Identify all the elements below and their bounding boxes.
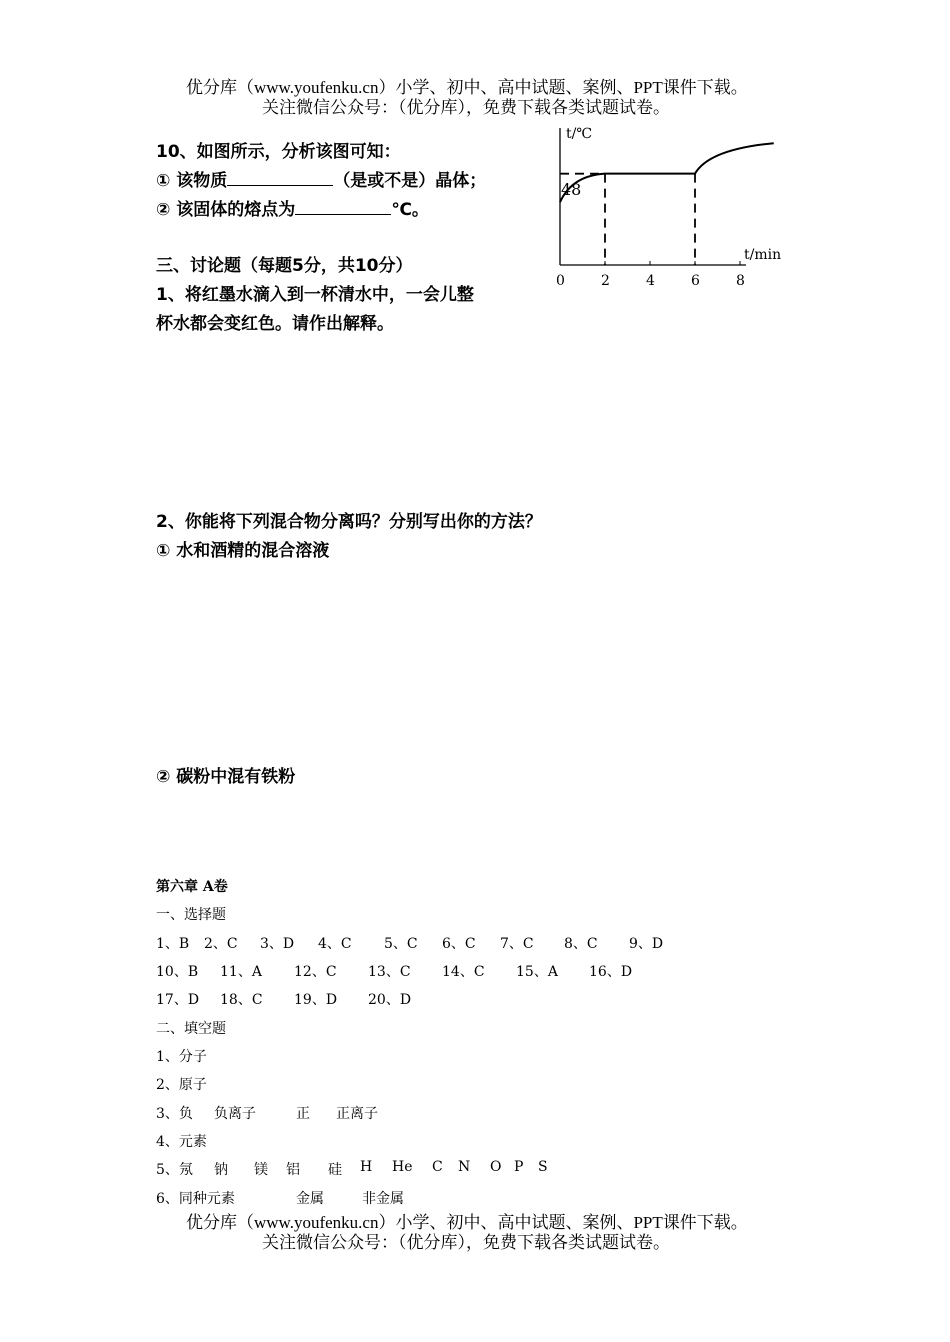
answer-item: 金属 — [296, 1191, 324, 1207]
melting-point-label: 48 — [561, 180, 582, 199]
answer-item: S — [538, 1159, 548, 1175]
x-axis-label: t/min — [744, 247, 782, 263]
answer-item: 1、B — [156, 936, 190, 952]
footer-line-1: 优分库（www.youfenku.cn）小学、初中、高中试题、案例、PPT课件下载。 — [186, 1213, 748, 1232]
answer-item: H — [360, 1159, 373, 1175]
answer-item: 3、D — [260, 936, 295, 952]
answer-item: 硅 — [328, 1162, 342, 1178]
q10-blank-1[interactable] — [227, 169, 333, 186]
q10-item-1-suffix: （是或不是）晶体； — [333, 171, 487, 191]
fill-answer-4: 4、元素 — [156, 1134, 207, 1150]
x-tick-label: 4 — [646, 273, 655, 289]
answer-item: 负离子 — [214, 1106, 256, 1122]
answer-item: 17、D — [156, 992, 200, 1008]
answer-item: 非金属 — [362, 1191, 404, 1207]
answer-item: 11、A — [220, 964, 262, 980]
discussion-q2-item2: ② 碳粉中混有铁粉 — [156, 767, 296, 787]
answer-item: 镁 — [254, 1162, 268, 1178]
answer-part1-title: 一、选择题 — [156, 907, 226, 923]
answer-item: 7、C — [500, 936, 534, 952]
discussion-q1-line1: 1、将红墨水滴入到一杯清水中，一会儿整 — [156, 285, 474, 305]
answer-item: 正 — [296, 1106, 310, 1122]
x-tick-label: 0 — [556, 273, 565, 289]
answer-item: P — [514, 1159, 524, 1175]
answer-item: 6、C — [442, 936, 476, 952]
answer-item: 3、负 — [156, 1106, 193, 1122]
answer-item: N — [458, 1159, 471, 1175]
x-tick-label: 6 — [691, 273, 700, 289]
section3-title: 三、讨论题（每题5分，共10分） — [156, 256, 413, 276]
answer-item: 14、C — [442, 964, 485, 980]
x-tick-label: 2 — [601, 273, 610, 289]
discussion-q2: 2、你能将下列混合物分离吗？分别写出你的方法？ — [156, 512, 542, 532]
answer-item: 4、C — [318, 936, 352, 952]
answer-item: 2、C — [204, 936, 238, 952]
answer-item: 5、C — [384, 936, 418, 952]
answer-item: 钠 — [214, 1162, 228, 1178]
q10-blank-2[interactable] — [295, 198, 391, 215]
footer-line-2: 关注微信公众号：（优分库），免费下载各类试题试卷。 — [262, 1233, 670, 1252]
answer-item: 19、D — [294, 992, 338, 1008]
x-tick-label: 8 — [736, 273, 745, 289]
answer-item: O — [490, 1159, 502, 1175]
answer-item: 8、C — [564, 936, 598, 952]
y-axis-label: t/℃ — [566, 126, 593, 142]
q10-item-2 — [156, 195, 429, 220]
q10-item-1 — [156, 166, 486, 191]
answer-item: C — [432, 1159, 443, 1175]
header-line-2: 关注微信公众号：（优分库），免费下载各类试题试卷。 — [262, 98, 670, 117]
temperature-curve — [560, 143, 774, 202]
answer-item: He — [392, 1159, 413, 1175]
answer-item: 15、A — [516, 964, 558, 980]
answer-part2-title: 二、填空题 — [156, 1021, 226, 1037]
fill-answer-2: 2、原子 — [156, 1077, 207, 1093]
discussion-q2-item1: ① 水和酒精的混合溶液 — [156, 541, 330, 561]
q10-item-1-prefix: ① 该物质 — [156, 171, 228, 191]
answer-item: 铝 — [286, 1162, 300, 1178]
answer-item: 13、C — [368, 964, 411, 980]
answer-item: 16、D — [589, 964, 633, 980]
answer-item: 正离子 — [336, 1106, 378, 1122]
answer-item: 12、C — [294, 964, 337, 980]
answer-item: 20、D — [368, 992, 412, 1008]
answer-item: 10、B — [156, 964, 199, 980]
answer-item: 5、氖 — [156, 1162, 193, 1178]
answer-item: 9、D — [629, 936, 664, 952]
q10-title: 10、如图所示，分析该图可知： — [156, 142, 401, 162]
answer-item: 18、C — [220, 992, 263, 1008]
fill-answer-1: 1、分子 — [156, 1049, 207, 1065]
discussion-q1-line2: 杯水都会变红色。请作出解释。 — [156, 314, 394, 334]
melting-curve-chart — [540, 120, 800, 300]
header-line-1: 优分库（www.youfenku.cn）小学、初中、高中试题、案例、PPT课件下载。 — [186, 78, 748, 97]
answer-chapter-title: 第六章 A卷 — [156, 879, 228, 895]
answer-item: 6、同种元素 — [156, 1191, 235, 1207]
q10-item-2-suffix: ℃。 — [391, 200, 429, 220]
q10-item-2-prefix: ② 该固体的熔点为 — [156, 200, 296, 220]
